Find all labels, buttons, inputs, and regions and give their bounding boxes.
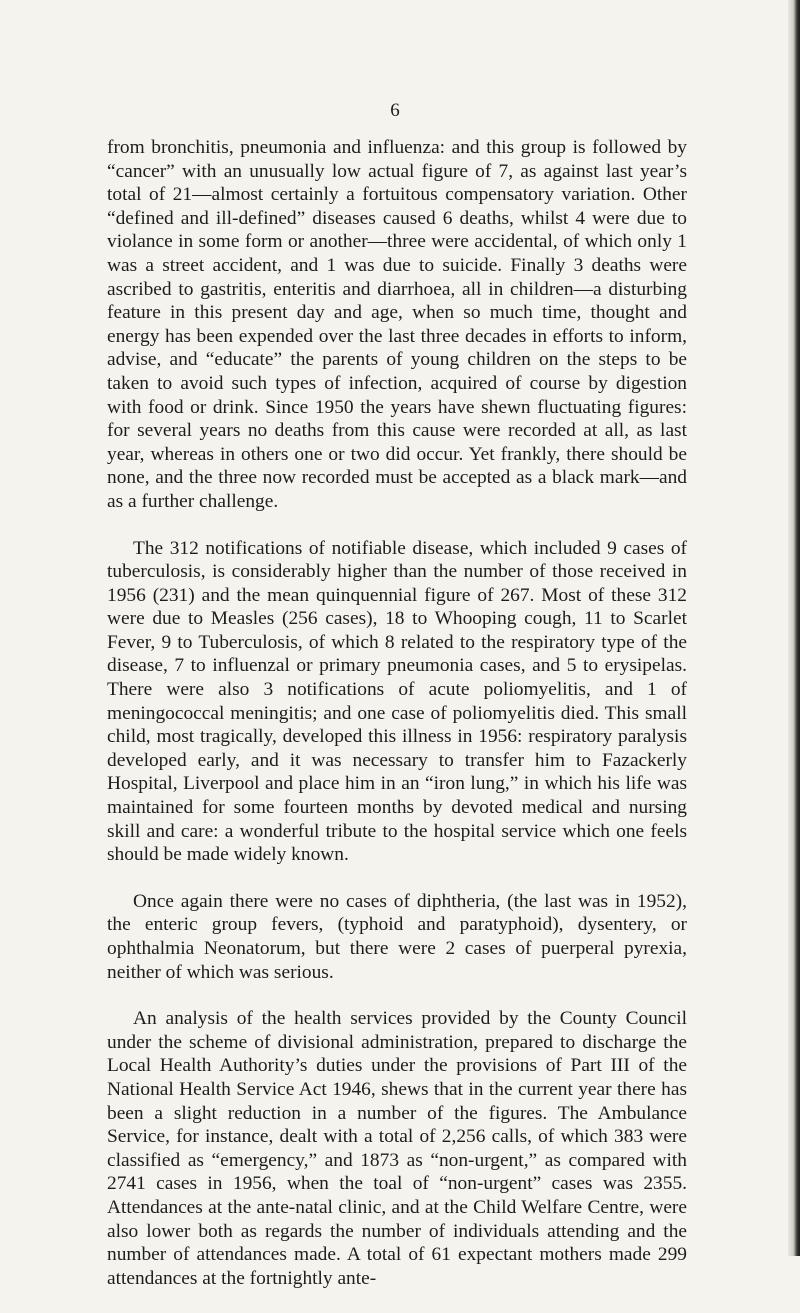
body-text (107, 136, 687, 1313)
page-edge (788, 0, 800, 1256)
paragraph-notifications: The 312 notifications of notifiable disease, which included 9 cases of tuberculosis, is considerably higher than the number of those received in 1956 (231) and the mean quinquennial figure of 267. Most of these 312 were due to Measles (256 cases), 18 to Whooping cough, 11 to Scarlet Fever, 9 to Tuberculosis, of which 8 related to the respiratory type of the disease, 7 to influenzal or primary pneumonia cases, and 5 to erysipelas. There were also 3 notifications of acute poliomyelitis, and 1 of meningococcal meningitis; and one case of poliomyelitis died. This small child, most tragically, developed this illness in 1956: respiratory paralysis developed early, and it was necessary to transfer him to Fazackerly Hospital, Liverpool and place him in an “iron lung,” in which his life was maintained for some fourteen months by devoted medical and nursing skill and care: a wonderful tribute to the hospital service which one feels should be made widely known. (107, 537, 687, 866)
paragraph-health-services: An analysis of the health services provided by the County Council under the scheme of divisional administration, prepared to discharge the Local Health Authority’s duties under the provisions of Part III of the National Health Service Act 1946, shews that in the current year there has been a slight reduction in a number of the figures. The Ambulance Service, for instance, dealt with a total of 2,256 calls, of which 383 were classified as “emergency,” and 1873 as “non-urgent,” as compared with 2741 cases in 1956, when the toal of “non-urgent” cases was 2355. Attendances at the ante-natal clinic, and at the Child Welfare Centre, were also lower both as regards the number of individuals attending and the number of attendances made. A total of 61 expectant mothers made 299 attendances at the fortnightly ante- (107, 1008, 687, 1289)
paragraph-mortality: from bronchitis, pneumonia and influenza: and this group is followed by “cancer” with an unusually low actual figure of 7, as against last year’s total of 21—almost certainly a fortuitous compensatory variation. Other “defined and ill-defined” diseases caused 6 deaths, whilst 4 were due to violance in some form or another—three were accidental, of which only 1 was a street accident, and 1 was due to suicide. Finally 3 deaths were ascribed to gastritis, enteritis and diarrhoea, all in children—a disturbing feature in this present day and age, when so much time, thought and energy has been expended over the last three decades in efforts to inform, advise, and “educate” the parents of young children on the steps to be taken to avoid such types of infection, acquired of course by digestion with food or drink. Since 1950 the years have shewn fluctuating figures: for several years no deaths from this cause were recorded at all, as last year, whereas in others one or two did occur. Yet frankly, there should be none, and the three now recorded must be accepted as a black mark—and as a further challenge. (107, 137, 687, 512)
paragraph-diphtheria: Once again there were no cases of diphtheria, (the last was in 1952), the enteric group fevers, (typhoid and paratyphoid), dysentery, or ophthalmia Neonatorum, but there were 2 cases of puerperal pyrexia, neither of which was serious. (107, 890, 687, 983)
page-number: 6 (390, 100, 400, 121)
